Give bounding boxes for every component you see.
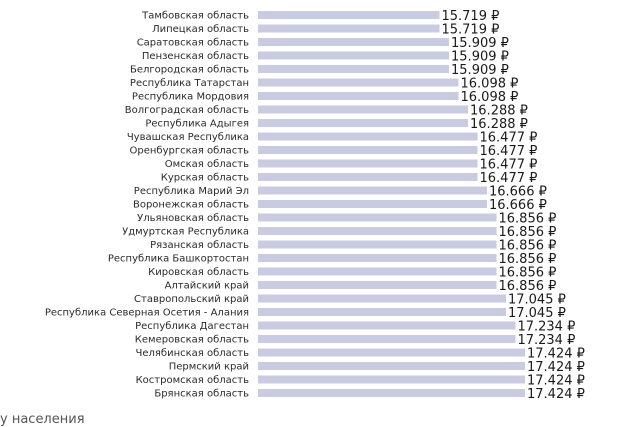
value-label: 15.719 ₽ — [441, 9, 500, 24]
category-label: Кемеровская область — [134, 334, 249, 346]
category-label: Ставропольский край — [134, 294, 249, 305]
value-label: 16.856 ₽ — [498, 211, 557, 227]
value-label: 16.098 ₽ — [460, 76, 519, 92]
value-label: 15.719 ₽ — [441, 22, 500, 38]
category-label: Алтайский край — [164, 280, 249, 292]
value-label: 17.234 ₽ — [517, 319, 576, 335]
value-label: 16.666 ₽ — [488, 184, 547, 200]
bar — [258, 160, 478, 168]
bar — [258, 214, 497, 222]
category-label: Тамбовская область — [142, 10, 249, 22]
value-label: 16.477 ₽ — [479, 144, 538, 159]
bar — [258, 376, 525, 384]
bar — [258, 11, 439, 19]
category-label: Республика Адыгея — [145, 118, 249, 130]
value-label: 17.424 ₽ — [527, 373, 585, 389]
value-label: 16.856 ₽ — [498, 279, 557, 294]
category-label: Волгоградская область — [124, 105, 249, 116]
value-label: 16.477 ₽ — [479, 171, 538, 186]
category-label: Удмуртская Республика — [122, 226, 249, 238]
value-label: 17.424 ₽ — [527, 360, 585, 375]
bar — [258, 119, 468, 127]
bar — [258, 227, 497, 235]
bar — [258, 92, 459, 100]
category-label: Республика Башкортостан — [107, 253, 249, 265]
bar — [258, 268, 497, 276]
bar — [258, 335, 515, 343]
category-label: Республика Дагестан — [135, 321, 249, 332]
value-label: 16.477 ₽ — [479, 157, 538, 173]
value-label: 15.909 ₽ — [451, 36, 509, 51]
category-label: Оренбургская область — [129, 145, 249, 157]
category-label: Республика Северная Осетия - Алания — [44, 307, 249, 319]
bar — [258, 133, 478, 141]
bar — [258, 65, 449, 73]
value-label: 16.856 ₽ — [498, 252, 557, 267]
category-label: Пензенская область — [141, 51, 249, 62]
bar — [258, 281, 497, 289]
category-label: Ульяновская область — [137, 213, 249, 224]
value-label: 17.424 ₽ — [527, 346, 585, 362]
value-label: 15.909 ₽ — [451, 49, 509, 65]
bar — [258, 295, 506, 303]
bar — [258, 254, 497, 262]
value-label: 17.045 ₽ — [507, 292, 566, 308]
value-label: 16.856 ₽ — [498, 238, 557, 254]
category-label: Челябинская область — [135, 348, 249, 359]
value-label: 16.477 ₽ — [479, 130, 538, 146]
category-label: Пермский край — [168, 361, 249, 373]
bar — [258, 349, 525, 357]
category-label: Костромская область — [135, 375, 249, 386]
category-label: Курская область — [160, 172, 249, 184]
value-label: 17.234 ₽ — [517, 333, 576, 348]
category-label: Саратовская область — [136, 37, 249, 49]
category-label: Кировская область — [148, 267, 249, 278]
value-label: 16.098 ₽ — [460, 90, 519, 105]
category-label: Липецкая область — [152, 24, 249, 35]
bar — [258, 25, 439, 33]
value-label: 16.856 ₽ — [498, 265, 557, 281]
category-label: Чувашская Республика — [126, 132, 249, 143]
value-label: 16.288 ₽ — [470, 117, 528, 132]
bar — [258, 52, 449, 60]
value-label: 15.909 ₽ — [451, 63, 509, 78]
bar — [258, 200, 487, 208]
bar — [258, 79, 459, 87]
bar — [258, 241, 497, 249]
bar — [258, 308, 506, 316]
category-label: Брянская область — [154, 388, 249, 400]
category-label: Воронежская область — [132, 199, 249, 211]
bar — [258, 187, 487, 195]
bar — [258, 146, 478, 154]
value-label: 17.424 ₽ — [527, 387, 585, 402]
bar — [258, 362, 525, 370]
value-label: 16.666 ₽ — [488, 198, 547, 213]
bar — [258, 322, 515, 330]
bar — [258, 173, 478, 181]
value-label: 16.288 ₽ — [470, 103, 528, 119]
category-label: Рязанская область — [150, 240, 249, 251]
footer-text: у населения — [0, 412, 85, 427]
category-label: Республика Марий Эл — [133, 186, 249, 197]
category-label: Белгородская область — [129, 64, 249, 76]
value-label: 16.856 ₽ — [498, 225, 557, 240]
category-label: Республика Мордовия — [131, 91, 249, 103]
value-label: 17.045 ₽ — [507, 306, 566, 321]
bar — [258, 106, 468, 114]
bar — [258, 389, 525, 397]
bar — [258, 38, 449, 46]
category-label: Омская область — [164, 159, 249, 170]
category-label: Республика Татарстан — [129, 78, 249, 89]
